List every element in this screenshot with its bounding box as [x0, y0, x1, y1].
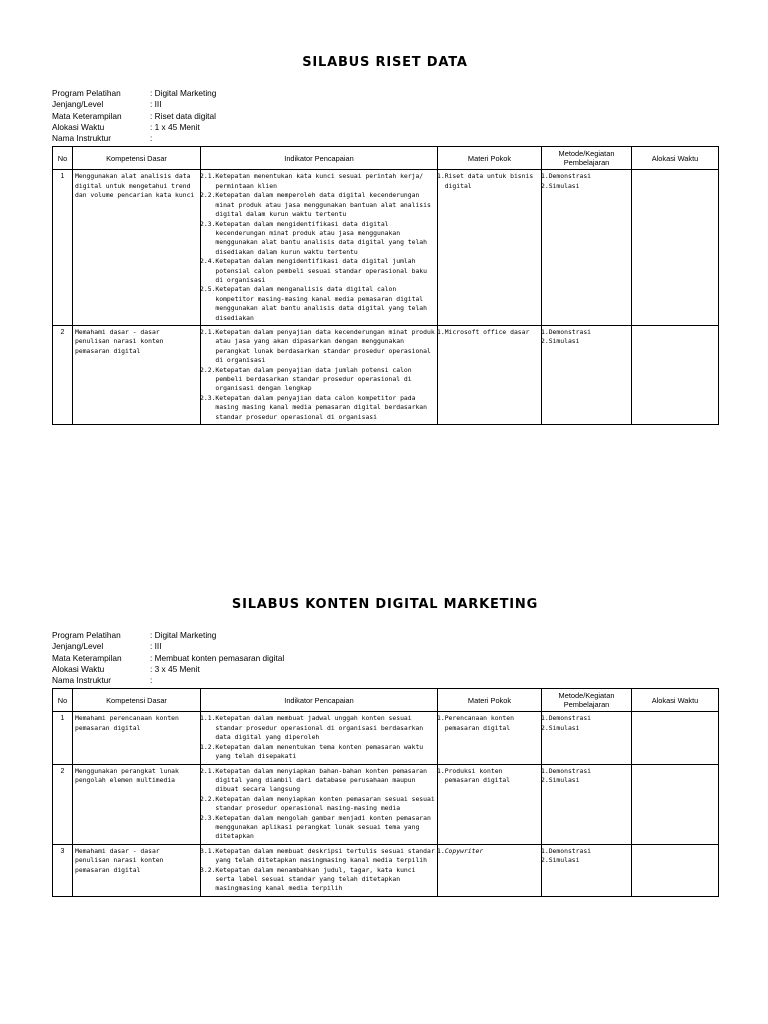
indikator-item: [200, 813, 435, 842]
item-text: Demonstrasi: [548, 766, 592, 775]
alokasi-cell: [632, 712, 719, 764]
indikator-cell: [201, 170, 438, 326]
info-value: : Digital Marketing: [150, 88, 217, 98]
info-row-level: [52, 99, 718, 110]
item-number: 1.: [541, 172, 549, 181]
alokasi-cell: [632, 325, 719, 424]
info-value: : Membuat konten pemasaran digital: [150, 652, 285, 663]
info-row-program: [52, 630, 718, 641]
table-header-row: [53, 147, 719, 170]
info-value: :: [150, 133, 153, 144]
header-no: No: [53, 689, 73, 712]
metode-cell: [542, 764, 632, 844]
indikator-cell: [201, 712, 438, 764]
metode-cell: [542, 170, 632, 326]
item-number: 1.: [437, 846, 445, 855]
item-number: 2.3.: [200, 813, 216, 822]
materi-cell: [438, 325, 542, 424]
item-text: Demonstrasi: [548, 846, 592, 855]
metode-cell: [542, 712, 632, 764]
row-no: 1: [53, 170, 73, 326]
item-text: Microsoft office dasar: [444, 327, 530, 336]
info-label: Alokasi Waktu: [52, 663, 105, 674]
item-number: 1.: [541, 846, 549, 855]
metode-item: [541, 846, 629, 856]
header-indikator: Indikator Pencapaian: [201, 147, 438, 170]
info-value: : Riset data digital: [150, 110, 216, 121]
indikator-item: [200, 327, 435, 366]
indikator-item: [200, 766, 435, 795]
kompetensi-cell: Memahami dasar - dasar penulisan narasi konten pemasaran digital: [73, 325, 201, 424]
item-text: Simulasi: [548, 775, 580, 784]
item-text: Ketepatan menentukan kata kunci sesuai perintah kerja/ permintaan klien: [215, 172, 424, 190]
item-text: Demonstrasi: [548, 172, 592, 181]
indikator-item: [200, 714, 435, 742]
indikator-item: [200, 172, 435, 191]
indikator-item: [200, 285, 435, 323]
table-row: [53, 764, 719, 844]
metode-item: [541, 337, 629, 346]
info-label: Jenjang/Level: [52, 99, 104, 110]
info-row-time: [52, 664, 718, 675]
item-number: 2.5.: [200, 285, 216, 294]
syllabus-section-konten-digital: [52, 596, 718, 897]
indikator-item: [200, 365, 435, 394]
info-label: Mata Keterampilan: [52, 652, 122, 663]
kompetensi-cell: Menggunakan perangkat lunak pengolah elemen multimedia: [73, 764, 201, 844]
info-label: Jenjang/Level: [52, 641, 104, 652]
header-metode: Metode/Kegiatan Pembelajaran: [542, 147, 632, 170]
item-number: 2.1.: [200, 172, 216, 181]
item-text: Ketepatan dalam mengidentifikasi data digital kecenderungan minat produk atau jasa menggunakan menggunakan alat bantu analisis data digital yang telah disediakan dalam kurun waktu tertentu: [215, 219, 428, 256]
materi-cell: [438, 170, 542, 326]
table-row: [53, 325, 719, 424]
info-label: Program Pelatihan: [52, 630, 121, 640]
metode-cell: [542, 844, 632, 896]
row-no: 2: [53, 325, 73, 424]
section-title: SILABUS RISET DATA: [302, 55, 468, 70]
item-text: Simulasi: [548, 181, 580, 190]
item-number: 1.: [437, 172, 445, 181]
item-text: Riset data untuk bisnis digital: [444, 172, 534, 190]
metode-item: [541, 775, 629, 785]
item-text: Ketepatan dalam penyajian data calon kompetitor pada masing masing kanal media pemasaran digital berdasarkan standar prosedur operasional di organisasi: [215, 393, 428, 421]
item-text: Ketepatan dalam menyiapkan konten pemasaran sesuai sesuai standar prosedur operasional masing-masing media: [215, 794, 435, 813]
item-text: Ketepatan dalam menyiapkan bahan-bahan konten pemasaran digital yang diambil dari database perusahaan maupun dibuat secara langsung: [215, 766, 428, 794]
item-number: 1.: [437, 714, 445, 723]
kompetensi-cell: Memahami perencanaan konten pemasaran digital: [73, 712, 201, 764]
info-row-skill: [52, 653, 718, 664]
materi-item: [437, 714, 539, 733]
item-number: 2.3.: [200, 393, 216, 402]
program-info: [52, 630, 718, 686]
info-value: : 3 x 45 Menit: [150, 663, 200, 674]
row-no: 3: [53, 844, 73, 896]
item-number: 1.: [437, 766, 445, 775]
metode-cell: [542, 325, 632, 424]
header-no: No: [53, 147, 73, 170]
indikator-cell: [201, 325, 438, 424]
item-text: Ketepatan dalam penyajian data jumlah potensi calon pembeli berdasarkan standar prosedur operasional di organisasi dengan lengkap: [215, 365, 412, 393]
item-number: 2.4.: [200, 257, 216, 266]
info-value: : Digital Marketing: [150, 630, 217, 640]
header-materi: Materi Pokok: [438, 689, 542, 712]
header-alokasi: Alokasi Waktu: [632, 689, 719, 712]
item-text: Copywriter: [444, 846, 484, 855]
item-number: 1.2.: [200, 742, 216, 751]
materi-cell: [438, 844, 542, 896]
row-no: 2: [53, 764, 73, 844]
metode-item: [541, 172, 629, 181]
indikator-item: [200, 865, 435, 894]
indikator-item: [200, 846, 435, 866]
materi-cell: [438, 764, 542, 844]
item-number: 1.: [541, 766, 549, 775]
metode-item: [541, 723, 629, 733]
indikator-cell: [201, 844, 438, 896]
item-number: 2.3.: [200, 219, 216, 228]
header-indikator: Indikator Pencapaian: [201, 689, 438, 712]
indikator-item: [200, 393, 435, 422]
materi-item: [437, 327, 539, 337]
item-text: Ketepatan dalam menentukan tema konten pemasaran waktu yang telah disepakati: [215, 742, 424, 761]
item-text: Ketepatan dalam membuat deskripsi tertulis sesuai standar yang telah ditetapkan masingmasing kanal media terpilih: [215, 846, 435, 865]
item-number: 2.: [541, 723, 549, 732]
table-row: [53, 712, 719, 764]
item-number: 2.: [541, 856, 549, 865]
alokasi-cell: [632, 844, 719, 896]
item-number: 1.: [541, 327, 549, 336]
info-row-instructor: [52, 675, 718, 686]
indikator-cell: [201, 764, 438, 844]
item-text: Ketepatan dalam mengidentifikasi data digital jumlah potensial calon pembeli sesuai standar operasional baku di organisasi: [215, 257, 428, 284]
indikator-item: [200, 191, 435, 219]
item-text: Ketepatan dalam menganalisis data digital calon kompetitor masing-masing kanal media pemasaran digital menggunakan alat bantu analisis data digital yang telah disediakan: [215, 285, 428, 322]
alokasi-cell: [632, 170, 719, 326]
header-kompetensi: Kompetensi Dasar: [73, 689, 201, 712]
info-value: :: [150, 675, 153, 686]
alokasi-cell: [632, 764, 719, 844]
header-metode: Metode/Kegiatan Pembelajaran: [542, 689, 632, 712]
item-text: Demonstrasi: [548, 714, 592, 723]
item-text: Simulasi: [548, 723, 580, 732]
program-info: [52, 88, 718, 144]
item-number: 3.2.: [200, 865, 216, 874]
metode-item: [541, 766, 629, 776]
header-alokasi: Alokasi Waktu: [632, 147, 719, 170]
materi-item: [437, 172, 539, 191]
item-number: 2.2.: [200, 191, 216, 200]
item-number: 1.1.: [200, 714, 216, 723]
kompetensi-cell: Memahami dasar - dasar penulisan narasi konten pemasaran digital: [73, 844, 201, 896]
info-row-time: [52, 122, 718, 133]
table-row: [53, 844, 719, 896]
indikator-item: [200, 219, 435, 258]
item-number: 2.: [541, 775, 549, 784]
item-number: 3.1.: [200, 846, 216, 855]
metode-item: [541, 856, 629, 865]
info-value: : III: [150, 641, 162, 652]
indikator-item: [200, 742, 435, 762]
item-number: 2.2.: [200, 794, 216, 803]
syllabus-table: [52, 146, 719, 425]
item-text: Simulasi: [548, 856, 580, 865]
info-label: Nama Instruktur: [52, 133, 112, 144]
item-number: 2.1.: [200, 327, 216, 336]
item-text: Ketepatan dalam membuat jadwal unggah konten sesuai standar prosedur operasional di organisasi berdasarkan data digital yang diperoleh: [215, 714, 424, 742]
item-text: Demonstrasi: [548, 327, 592, 336]
item-text: Produksi konten pemasaran digital: [444, 766, 511, 784]
header-kompetensi: Kompetensi Dasar: [73, 147, 201, 170]
info-value: : 1 x 45 Menit: [150, 121, 200, 132]
materi-item: [437, 766, 539, 786]
item-number: 1.: [437, 327, 445, 336]
item-text: Simulasi: [548, 337, 580, 346]
row-no: 1: [53, 712, 73, 764]
item-number: 2.: [541, 181, 549, 190]
item-number: 2.: [541, 337, 549, 346]
item-number: 1.: [541, 714, 549, 723]
section-title: SILABUS KONTEN DIGITAL MARKETING: [231, 597, 539, 612]
materi-item: [437, 846, 539, 856]
item-text: Perencanaan konten pemasaran digital: [444, 714, 514, 732]
info-value: : III: [150, 99, 162, 110]
info-label: Alokasi Waktu: [52, 121, 105, 132]
item-text: Ketepatan dalam penyajian data kecenderungan minat produk atau jasa yang akan dipasarkan dengan menggunakan perangkat lunak berdasarkan standar prosedur operasional di organisasi: [215, 327, 435, 365]
item-number: 2.1.: [200, 766, 216, 775]
info-row-level: [52, 641, 718, 652]
info-label: Program Pelatihan: [52, 88, 121, 98]
table-row: [53, 170, 719, 326]
syllabus-table: [52, 688, 719, 896]
info-label: Mata Keterampilan: [52, 110, 122, 121]
item-text: Ketepatan dalam memperoleh data digital kecenderungan minat produk atau jasa menggunakan bantuan alat analisis digital dalam kurun waktu tertentu: [215, 191, 431, 219]
info-row-skill: [52, 111, 718, 122]
info-row-program: [52, 88, 718, 99]
info-row-instructor: [52, 133, 718, 144]
metode-item: [541, 181, 629, 191]
info-label: Nama Instruktur: [52, 675, 112, 686]
table-header-row: [53, 689, 719, 712]
indikator-item: [200, 257, 435, 285]
metode-item: [541, 714, 629, 723]
materi-cell: [438, 712, 542, 764]
metode-item: [541, 327, 629, 337]
syllabus-section-riset-data: [52, 54, 718, 425]
item-number: 2.2.: [200, 365, 216, 374]
kompetensi-cell: Menggunakan alat analisis data digital untuk mengetahui trend dan volume pencarian kata kunci: [73, 170, 201, 326]
header-materi: Materi Pokok: [438, 147, 542, 170]
item-text: Ketepatan dalam mengolah gambar menjadi konten pemasaran menggunakan aplikasi perangkat lunak sesuai tema yang ditetapkan: [215, 813, 431, 841]
indikator-item: [200, 794, 435, 814]
item-text: Ketepatan dalam menambahkan judul, tagar, kata kunci serta label sesuai standar yang telah ditetapkan masingmasing kanal media terpilih: [215, 865, 416, 893]
